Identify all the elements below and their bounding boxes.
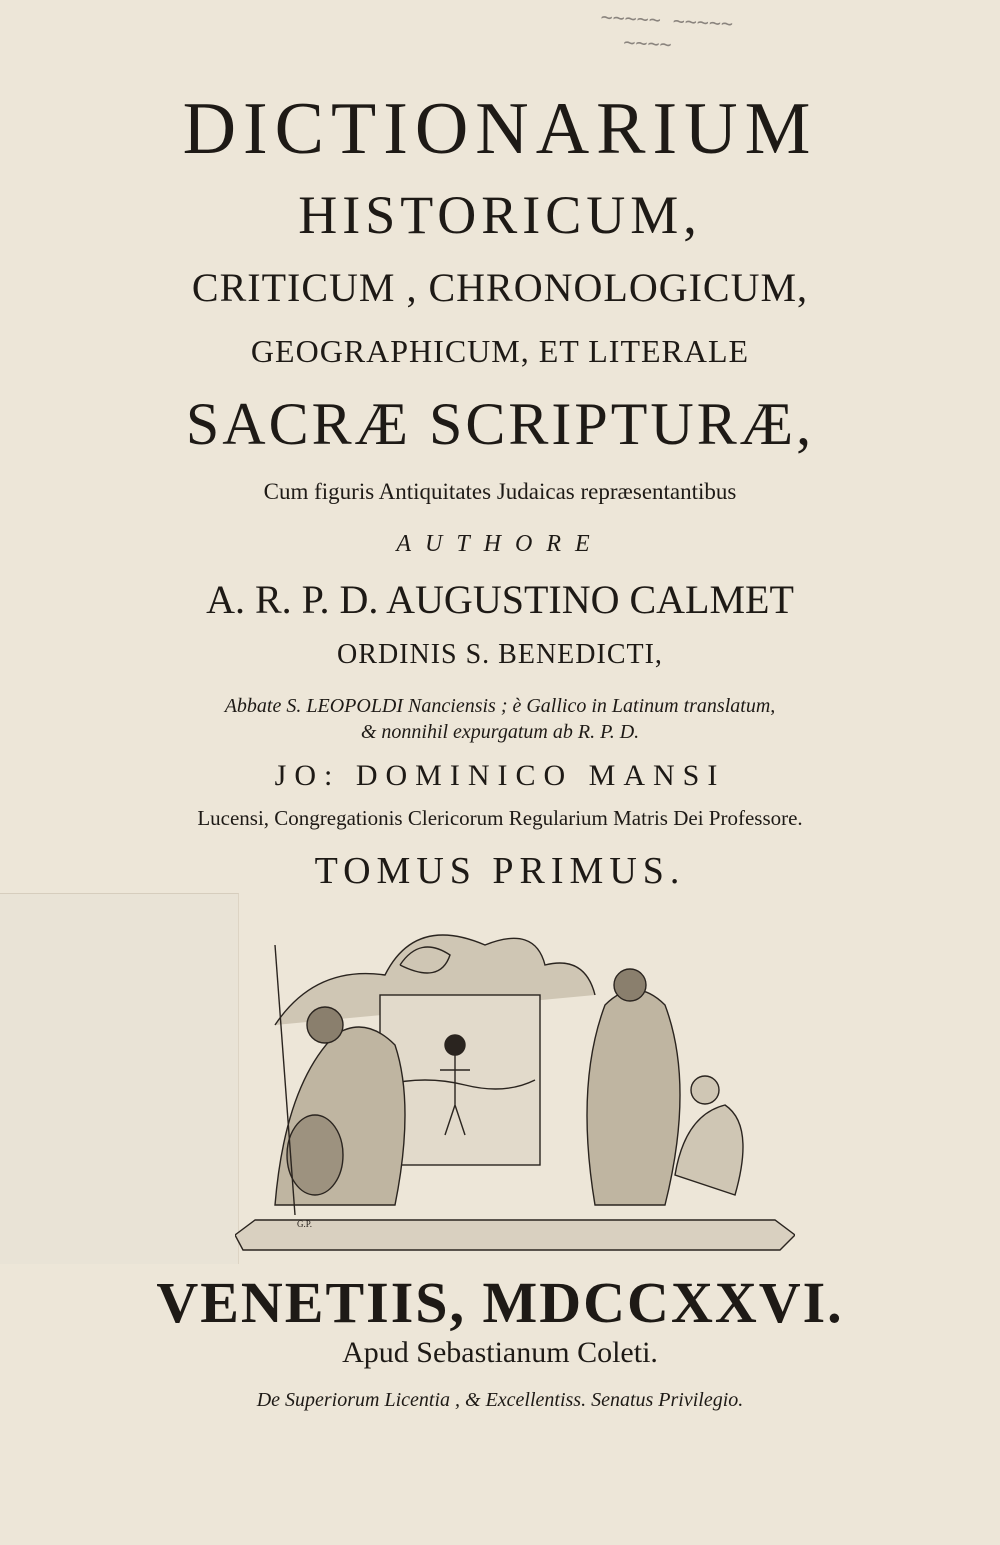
engraving-signature: G.P. [297, 1219, 313, 1229]
title-historicum: HISTORICUM, [298, 185, 702, 245]
subtitle: Cum figuris Antiquitates Judaicas repræsentantibus [263, 479, 737, 504]
imprint-place-year: VENETIIS, MDCCXXVI. [156, 1270, 844, 1335]
handwritten-annotation: ~~~~~ ~~~~~ ~~~~ [598, 4, 734, 57]
volume-label: TOMUS PRIMUS. [314, 850, 686, 892]
translator-name: JO: DOMINICO MANSI [274, 759, 726, 792]
author-name: A. R. P. D. AUGUSTINO CALMET [206, 577, 794, 622]
translation-note: & nonnihil expurgatum ab R. P. D. [360, 721, 640, 743]
woodcut-engraving [235, 905, 795, 1255]
author-order: ORDINIS S. BENEDICTI, [337, 639, 663, 670]
title-criticum: CRITICUM , CHRONOLOGICUM, [191, 265, 809, 310]
imprint-printer: Apud Sebastianum Coleti. [342, 1336, 658, 1369]
paper-repair-patch [0, 893, 239, 1264]
translator-description: Lucensi, Congregationis Clericorum Regularium Matris Dei Professore. [197, 806, 803, 830]
authore-label: AUTHORE [396, 531, 604, 557]
imprint-license: De Superiorum Licentia , & Excellentiss. Senatus Privilegio. [256, 1389, 744, 1411]
title-geographicum: GEOGRAPHICUM, ET LITERALE [250, 333, 750, 369]
author-abbey: Abbate S. LEOPOLDI Nanciensis ; è Gallico in Latinum translatum, [224, 695, 776, 717]
title-sacrae-scripturae: SACRÆ SCRIPTURÆ, [185, 391, 815, 457]
title-dictionarium: DICTIONARIUM [182, 88, 818, 170]
